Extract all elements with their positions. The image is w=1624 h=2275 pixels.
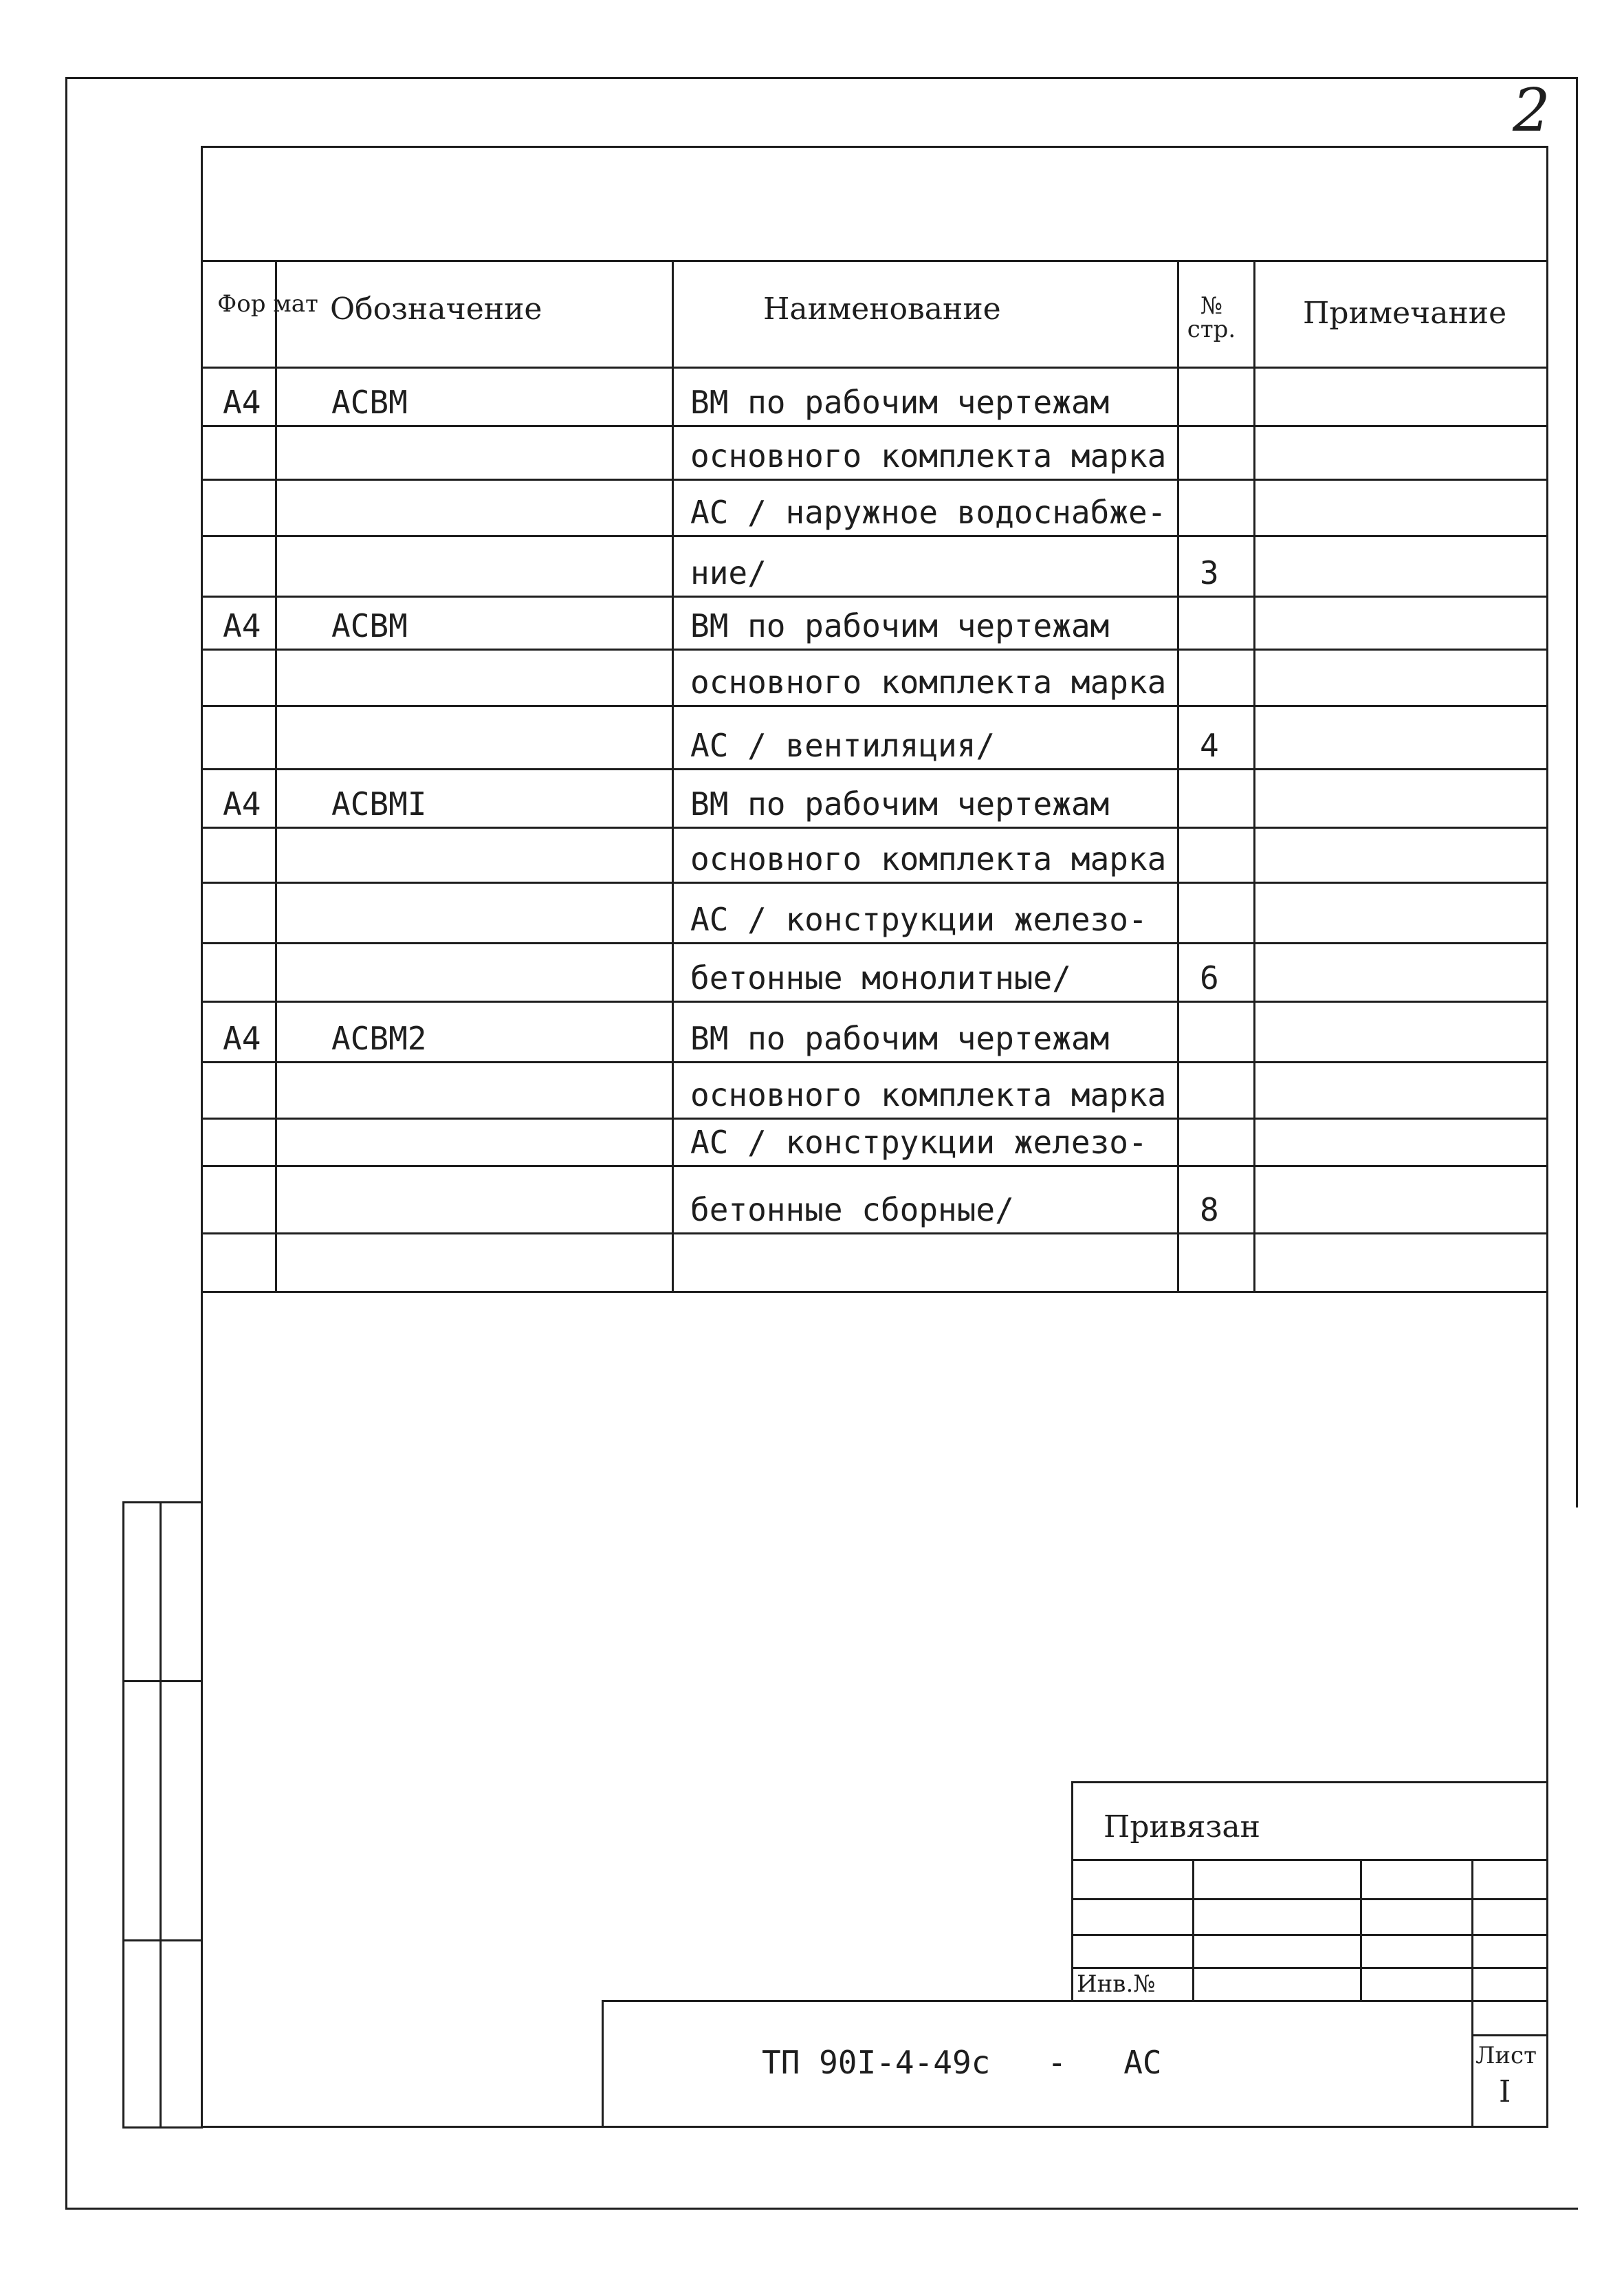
header-note: Примечание [1303, 296, 1507, 331]
cell-name: основного комплекта марка [690, 437, 1167, 475]
table-row-divider [201, 1232, 1548, 1234]
table-top [201, 260, 1548, 262]
header-format: Фор мат [217, 290, 318, 318]
cell-page: 4 [1200, 727, 1219, 764]
cell-name: ВМ по рабочим чертежам [690, 785, 1110, 823]
side-stamp-mid [160, 1501, 162, 2127]
attached-row-1 [1071, 1859, 1548, 1861]
table-row-divider [201, 882, 1548, 884]
attached-row-4 [1071, 1967, 1548, 1969]
side-stamp-line-2 [122, 1939, 203, 1941]
side-stamp-left [122, 1501, 124, 2127]
table-row-divider [201, 827, 1548, 829]
attached-box-top [1071, 1781, 1548, 1783]
table-row-divider [201, 1291, 1548, 1293]
sheet-box-divider [1471, 2034, 1548, 2036]
header-designation: Обозначение [330, 292, 542, 327]
cell-name: ВМ по рабочим чертежам [690, 607, 1110, 644]
attached-label: Привязан [1104, 1809, 1260, 1844]
table-row-divider [201, 649, 1548, 651]
sheet-label: Лист [1475, 2042, 1537, 2069]
side-stamp-bottom [122, 2126, 203, 2129]
col-divider-1 [275, 260, 277, 1292]
cell-name: основного комплекта марка [690, 664, 1167, 701]
table-row-divider [201, 535, 1548, 537]
cell-name: бетонные сборные/ [690, 1191, 1014, 1228]
sheet-number: I [1499, 2074, 1511, 2109]
cell-name: АС / конструкции железо- [690, 1124, 1148, 1161]
attached-row-3 [1071, 1934, 1548, 1936]
outer-frame-bottom [65, 2208, 1578, 2210]
sheet-box-left [1471, 2000, 1473, 2128]
outer-frame-left [65, 77, 67, 2209]
table-row-divider [201, 942, 1548, 944]
cell-format: А4 [223, 785, 261, 823]
cell-name: ние/ [690, 554, 767, 591]
header-page-no: № стр. [1187, 292, 1236, 343]
table-row-divider [201, 425, 1548, 427]
cell-page: 3 [1200, 554, 1219, 591]
outer-frame-right [1576, 77, 1578, 1507]
attached-row-2 [1071, 1898, 1548, 1900]
cell-name: основного комплекта марка [690, 1076, 1167, 1113]
table-header-bottom [201, 367, 1548, 369]
col-divider-2 [672, 260, 674, 1292]
cell-designation: АСВМ2 [331, 1020, 427, 1057]
code-box-top [602, 2000, 1548, 2002]
code-box-left [602, 2000, 604, 2128]
table-row-divider [201, 768, 1548, 770]
cell-page: 8 [1200, 1191, 1219, 1228]
outer-frame-top [65, 77, 1578, 79]
cell-name: АС / вентиляция/ [690, 727, 996, 764]
page-number: 2 [1513, 76, 1550, 145]
side-stamp-line-1 [122, 1680, 203, 1682]
cell-name: бетонные монолитные/ [690, 959, 1071, 997]
inv-label: Инв.№ [1077, 1970, 1156, 1998]
attached-col-2 [1360, 1859, 1362, 2000]
table-row-divider [201, 1061, 1548, 1063]
cell-designation: АСВМ [331, 384, 408, 421]
cell-format: А4 [223, 607, 261, 644]
header-name: Наименование [763, 292, 1001, 327]
cell-designation: АСВМ [331, 607, 408, 644]
document-code: ТП 90I-4-49с - АС [762, 2044, 1162, 2081]
table-row-divider [201, 1165, 1548, 1167]
cell-page: 6 [1200, 959, 1219, 997]
attached-col-1 [1192, 1859, 1194, 2000]
side-stamp-top [122, 1501, 203, 1503]
table-row-divider [201, 1118, 1548, 1120]
table-row-divider [201, 705, 1548, 707]
cell-format: А4 [223, 1020, 261, 1057]
table-row-divider [201, 596, 1548, 598]
cell-name: ВМ по рабочим чертежам [690, 384, 1110, 421]
cell-name: АС / конструкции железо- [690, 901, 1148, 938]
attached-col-3 [1471, 1859, 1473, 2000]
cell-name: АС / наружное водоснабже- [690, 494, 1167, 531]
table-row-divider [201, 479, 1548, 481]
col-divider-3 [1177, 260, 1179, 1292]
cell-name: основного комплекта марка [690, 840, 1167, 878]
cell-designation: АСВМI [331, 785, 427, 823]
col-divider-4 [1253, 260, 1255, 1292]
cell-format: А4 [223, 384, 261, 421]
table-row-divider [201, 1001, 1548, 1003]
cell-name: ВМ по рабочим чертежам [690, 1020, 1110, 1057]
